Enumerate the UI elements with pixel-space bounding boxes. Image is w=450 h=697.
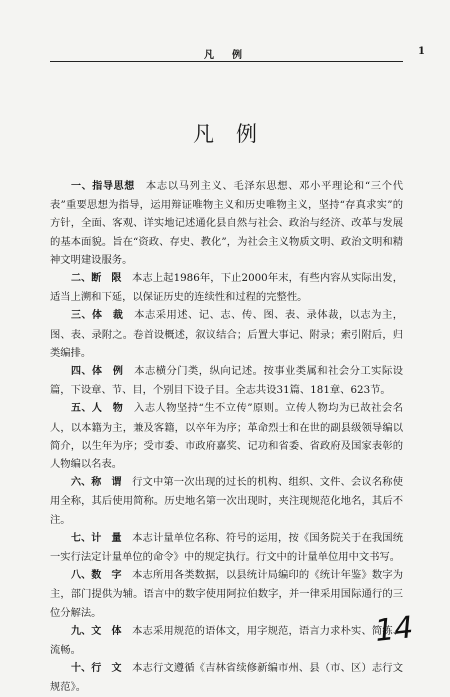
paragraph <box>50 306 403 362</box>
paragraph-text: 本志行文遵循《吉林省续修新编市州、县（市、区）志行文规范》。 <box>50 662 404 694</box>
paragraph-label: 六、称 谓 <box>71 477 122 489</box>
paragraph-text: 本志采用述、记、志、传、图、表、录体裁，以志为主，图、表、录附之。卷首设概述，叙议结合；后置大事记、附录；索引附后，归类编排。 <box>50 309 404 359</box>
paragraph <box>50 622 403 659</box>
paragraph-label: 九、文 体 <box>71 625 122 637</box>
paragraph-text: 本志采用规范的语体文，用字规范，语言力求朴实、简练、流畅。 <box>50 624 404 657</box>
header-rule <box>50 61 403 62</box>
paragraph <box>50 177 403 269</box>
paragraph <box>50 362 403 399</box>
paragraph-text: 本志以马列主义、毛泽东思想、邓小平理论和“三个代表”重要思想为指导，运用辩证唯物主义和历史唯物主义，坚持“存真求实”的方针，全面、客观、详实地记述通化县自然与社会、政治与经济、改革与发展的基本面貌。旨在“资政、存史、教化”，为社会主义物质文明、政治文明和精神文明建设服务。 <box>50 180 404 266</box>
paragraph-label: 二、断 限 <box>71 273 122 285</box>
running-header: 凡 例 <box>204 50 246 61</box>
paragraph-text: 本志横分门类，纵向记述。按事业类属和社会分工实际设篇，下设章、节、目，个别目下设子目。全志共设31篇、181章、623节。 <box>50 365 404 397</box>
paragraph <box>50 529 403 566</box>
paragraph-label: 四、体 例 <box>71 366 124 378</box>
paragraph <box>50 399 403 473</box>
paragraph <box>50 659 403 696</box>
handwritten-page-mark: 14 <box>373 610 415 649</box>
paragraph-label: 三、体 裁 <box>71 310 124 322</box>
paragraph-label: 八、数 字 <box>71 570 122 582</box>
paragraph-label: 十、行 文 <box>71 663 122 675</box>
paragraph-label: 七、计 量 <box>71 532 122 544</box>
paragraph-label: 五、人 物 <box>71 403 124 415</box>
paragraph-text: 本志所用各类数据，以县统计局编印的《统计年鉴》数字为主，部门提供为辅。语言中的数字使用阿拉伯数字，并一律采用国际通行的三位分解法。 <box>50 569 404 619</box>
page-title: 凡例 <box>193 122 279 146</box>
paragraph-text: 行文中第一次出现的过长的机构、组织、文件、会议名称使用全称，其后使用简称。历史地名第一次出现时，夹注现规范化地名，其后不注。 <box>50 476 404 526</box>
paragraph-text: 入志人物坚持“生不立传”原则。立传人物均为已故社会名人，以本籍为主，兼及客籍，以卒年为序；革命烈士和在世的副县级领导编以简介，以生年为序；受市委、市政府嘉奖、记功和省委、省政府及国家表彰的人物编以名表。 <box>50 402 403 471</box>
paragraph <box>50 269 403 306</box>
paragraph-text: 本志上起1986年，下止2000年末，有些内容从实际出发，适当上溯和下延，以保证历史的连续性和过程的完整性。 <box>50 272 403 304</box>
paragraph-label: 一、指导思想 <box>71 181 135 192</box>
page-number: 1 <box>418 46 425 57</box>
paragraph-text: 本志计量单位名称、符号的运用，按《国务院关于在我国统一实行法定计量单位的命令》中的规定执行。行文中的计量单位用中文书写。 <box>50 531 404 564</box>
paragraph <box>50 473 403 529</box>
paragraph <box>50 566 403 622</box>
document-body <box>50 177 403 697</box>
